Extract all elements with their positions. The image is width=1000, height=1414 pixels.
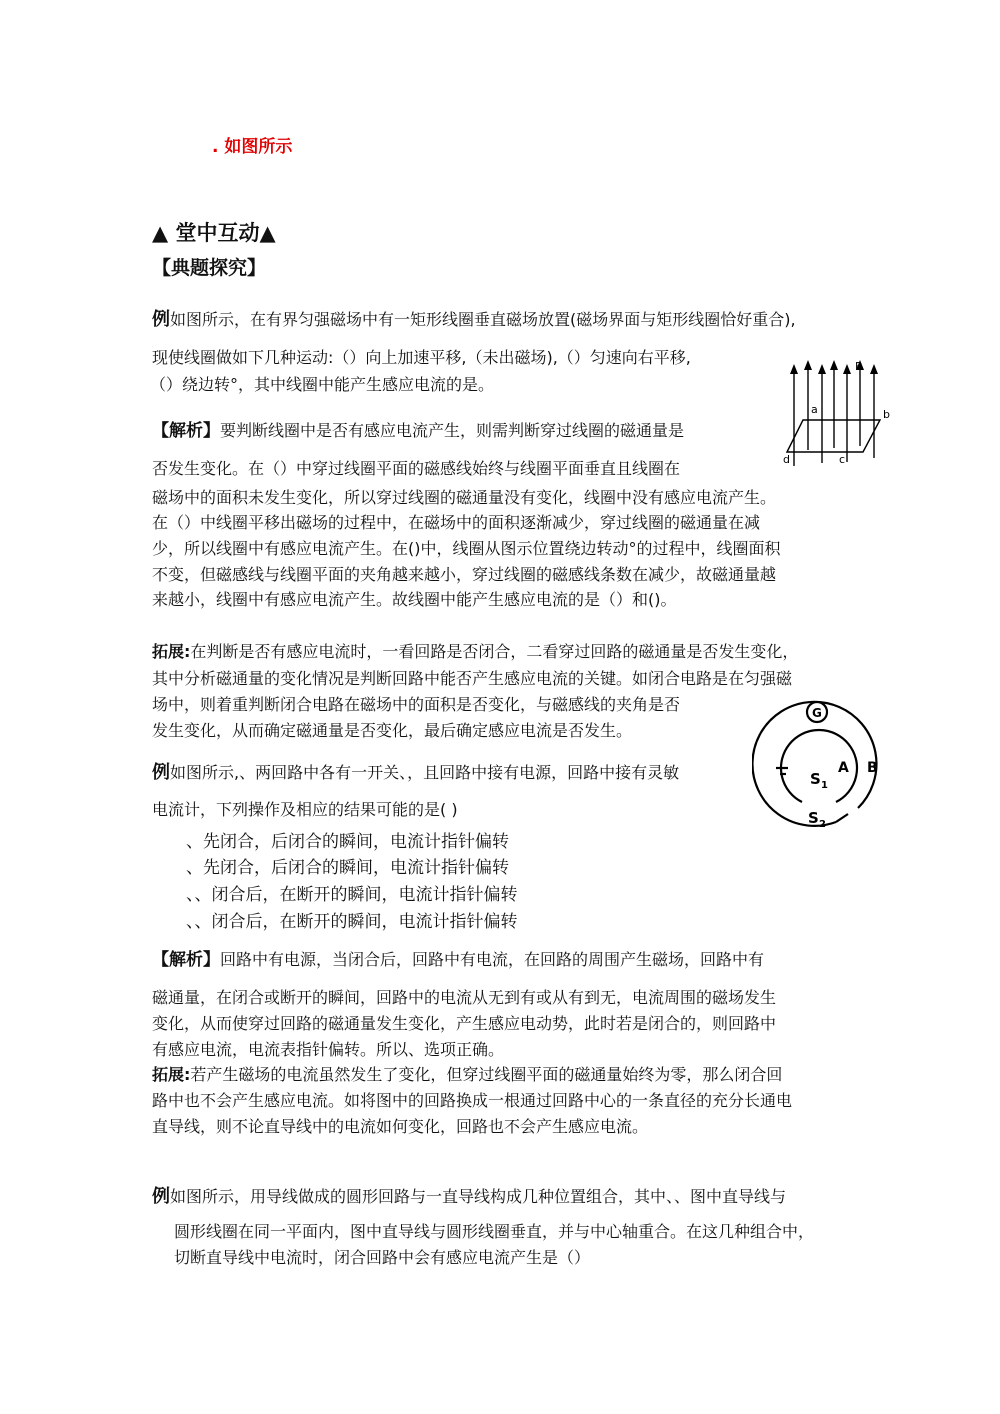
switch-label-s2: S bbox=[808, 809, 819, 827]
vertex-label-b: b bbox=[883, 408, 890, 421]
coil-field-figure bbox=[775, 358, 900, 470]
section-title: ▲ 堂中互动▲ bbox=[152, 221, 276, 245]
example1-analysis-line1 bbox=[152, 416, 684, 441]
example1-analysis-line: 不变，但磁感线与线圈平面的夹角越来越小，穿过线圈的磁感线条数在减少，故磁通量越 bbox=[152, 565, 777, 584]
example2-analysis-line: 磁通量，在闭合或断开的瞬间，回路中的电流从无到有或从有到无，电流周围的磁场发生 bbox=[152, 988, 777, 1007]
analysis-label: 【解析】 bbox=[152, 421, 220, 441]
vertex-label-a: a bbox=[811, 403, 818, 416]
circuit-label-A: A bbox=[838, 760, 849, 776]
extension-label: 拓展: bbox=[152, 1065, 191, 1084]
example1-line1 bbox=[152, 305, 796, 331]
galvanometer-label: G bbox=[812, 706, 822, 720]
example-label: 例 bbox=[152, 309, 170, 330]
example1-analysis-line: 在（）中线圈平移出磁场的过程中，在磁场中的面积逐渐减少，穿过线圈的磁通量在减 bbox=[152, 513, 761, 532]
example1-extension-line: 发生变化，从而确定磁通量是否变化，最后确定感应电流是否发生。 bbox=[152, 721, 633, 740]
subsection-title: 【典题探究】 bbox=[152, 257, 267, 279]
switch-label-s1: S bbox=[810, 770, 821, 788]
answer-option: 、先闭合，后闭合的瞬间，电流计指针偏转 bbox=[186, 858, 509, 878]
vertex-label-d: d bbox=[783, 453, 790, 466]
circuit-label-B: B bbox=[867, 760, 878, 776]
example1-line2: 现使线圈做如下几种运动:（）向上加速平移,（未出磁场),（）匀速向右平移, bbox=[152, 348, 691, 367]
example2-extension-line1 bbox=[152, 1062, 782, 1085]
example2-extension-line: 路中也不会产生感应电流。如将图中的回路换成一根通过回路中心的一条直径的充分长通电 bbox=[152, 1091, 793, 1110]
analysis-text: 回路中有电源，当闭合后，回路中有电流，在回路的周围产生磁场，回路中有 bbox=[220, 950, 765, 969]
example2-line1 bbox=[152, 758, 679, 784]
example3-question: 如图所示，用导线做成的圆形回路与一直导线构成几种位置组合，其中、、图中直导线与 bbox=[170, 1187, 787, 1206]
switch-label-s2-sub: 2 bbox=[819, 819, 826, 830]
example2-analysis-line: 变化，从而使穿过回路的磁通量发生变化，产生感应电动势，此时若是闭合的，则回路中 bbox=[152, 1014, 777, 1033]
analysis-label: 【解析】 bbox=[152, 950, 220, 970]
example1-analysis-line: 来越小，线圈中有感应电流产生。故线圈中能产生感应电流的是（）和()。 bbox=[152, 590, 677, 609]
answer-option: 、先闭合，后闭合的瞬间，电流计指针偏转 bbox=[186, 832, 509, 852]
circuits-figure bbox=[752, 690, 887, 835]
extension-text: 在判断是否有感应电流时，一看回路是否闭合，二看穿过回路的磁通量是否发生变化， bbox=[190, 642, 799, 661]
switch-label-s1-sub: 1 bbox=[821, 780, 828, 791]
example3-line1 bbox=[152, 1182, 786, 1208]
example-label: 例 bbox=[152, 1186, 170, 1207]
example1-analysis-line: 少，所以线圈中有感应电流产生。在()中，线圈从图示位置绕边转动°的过程中，线圈面积 bbox=[152, 539, 781, 558]
example1-analysis-line: 磁场中的面积未发生变化，所以穿过线圈的磁通量没有变化，线圈中没有感应电流产生。 bbox=[152, 488, 777, 507]
example2-line2: 电流计，下列操作及相应的结果可能的是( ) bbox=[152, 800, 458, 819]
example2-extension-line: 直导线，则不论直导线中的电流如何变化，回路也不会产生感应电流。 bbox=[152, 1117, 649, 1136]
example1-extension-line1 bbox=[152, 639, 798, 662]
example2-question: 如图所示,、两回路中各有一开关、，且回路中接有电源，回路中接有灵敏 bbox=[170, 763, 680, 782]
field-label-B: B bbox=[855, 360, 863, 373]
switch-s2 bbox=[836, 814, 848, 822]
example1-analysis-line: 否发生变化。在（）中穿过线圈平面的磁感线始终与线圈平面垂直且线圈在 bbox=[152, 459, 681, 478]
example1-line3: （）绕边转°，其中线圈中能产生感应电流的是。 bbox=[150, 375, 495, 394]
example-label: 例 bbox=[152, 762, 170, 783]
example1-extension-line: 场中，则着重判断闭合电路在磁场中的面积是否变化，与磁感线的夹角是否 bbox=[152, 695, 681, 714]
example3-line3: 切断直导线中电流时，闭合回路中会有感应电流产生是（） bbox=[174, 1248, 591, 1267]
answer-option: 、、闭合后，在断开的瞬间，电流计指针偏转 bbox=[186, 912, 518, 932]
lead-heading: . 如图所示 bbox=[212, 137, 293, 157]
example3-line2: 圆形线圈在同一平面内，图中直导线与圆形线圈垂直，并与中心轴重合。在这几种组合中， bbox=[174, 1222, 815, 1241]
example2-analysis-line1 bbox=[152, 945, 764, 970]
example1-question: 如图所示，在有界匀强磁场中有一矩形线圈垂直磁场放置(磁场界面与矩形线圈恰好重合), bbox=[170, 310, 796, 329]
analysis-text: 要判断线圈中是否有感应电流产生，则需判断穿过线圈的磁通量是 bbox=[220, 421, 685, 440]
extension-label: 拓展: bbox=[152, 642, 191, 661]
vertex-label-c: c bbox=[839, 453, 846, 466]
example1-extension-line: 其中分析磁通量的变化情况是判断回路中能否产生感应电流的关键。如闭合电路是在匀强磁 bbox=[152, 669, 793, 688]
extension-text: 若产生磁场的电流虽然发生了变化，但穿过线圈平面的磁通量始终为零，那么闭合回 bbox=[190, 1065, 783, 1084]
answer-option: 、、闭合后，在断开的瞬间，电流计指针偏转 bbox=[186, 885, 518, 905]
example2-analysis-line: 有感应电流，电流表指针偏转。所以、选项正确。 bbox=[152, 1040, 505, 1059]
